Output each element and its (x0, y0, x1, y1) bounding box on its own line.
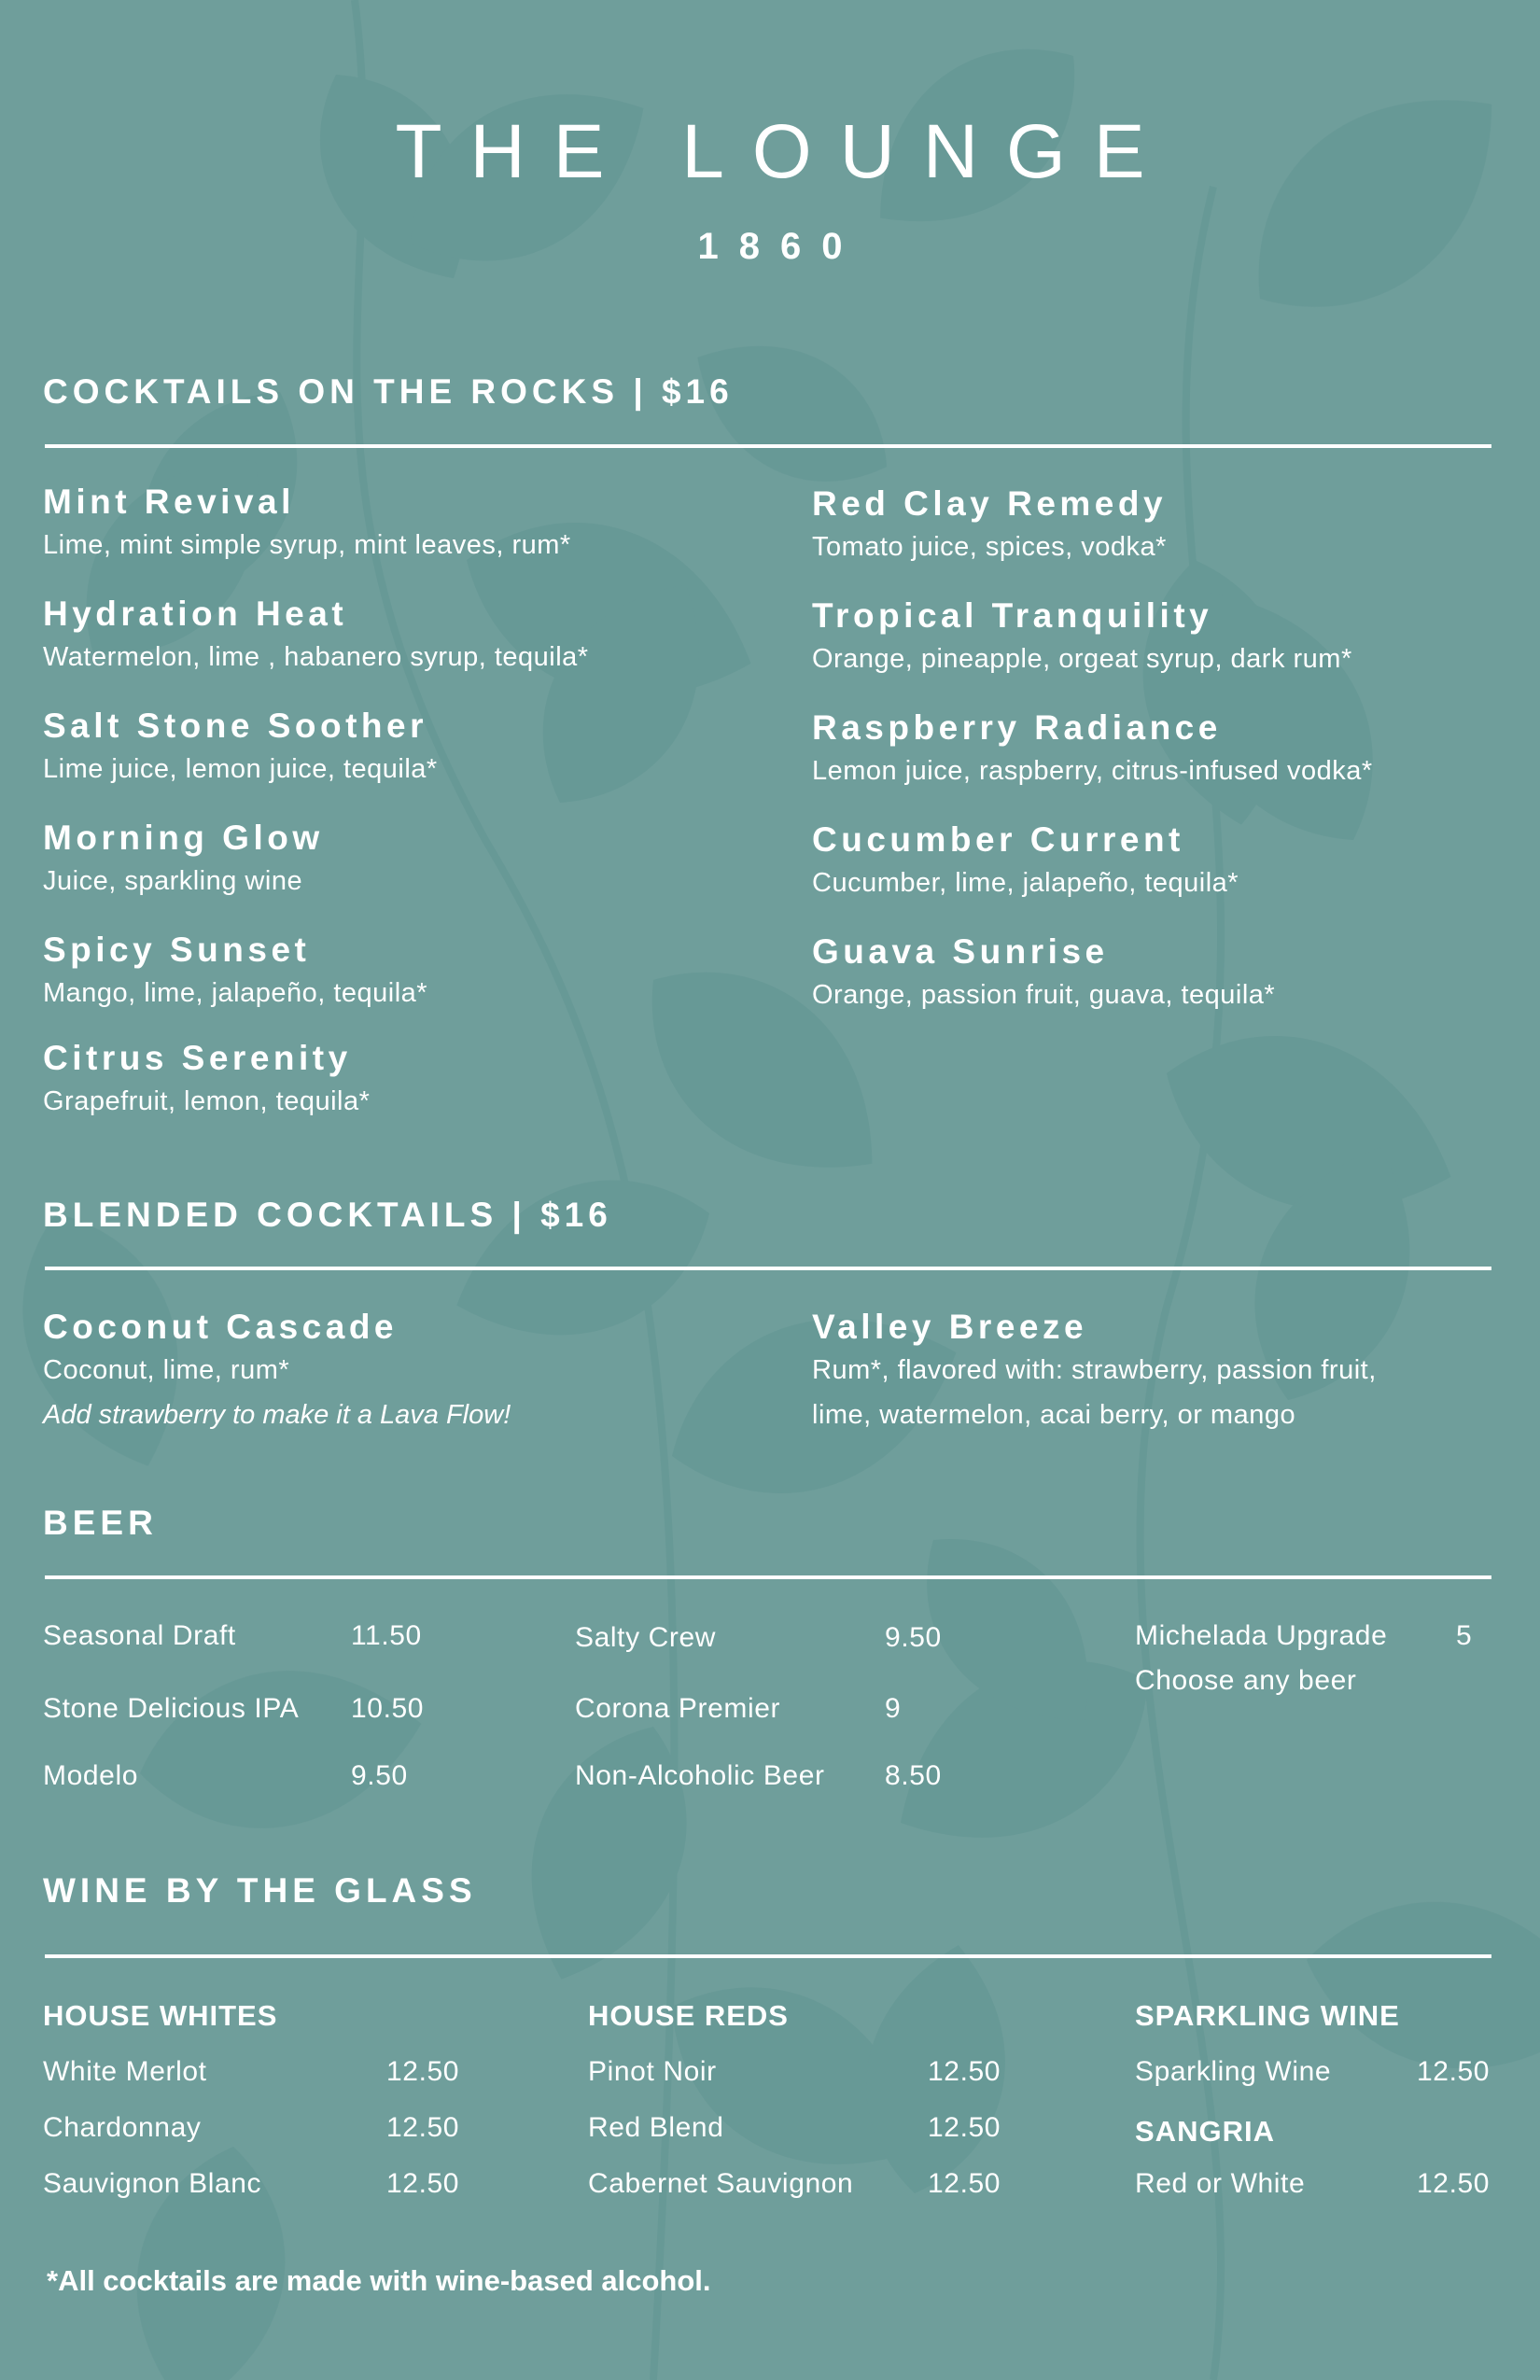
wine-name: White Merlot (43, 2056, 207, 2087)
venue-title: THE LOUNGE (395, 109, 1173, 194)
cocktail-name: Hydration Heat (43, 595, 348, 633)
alcohol-footnote: *All cocktails are made with wine-based alcohol. (47, 2264, 711, 2297)
cocktail-item (812, 707, 1540, 793)
wine-name: Sauvignon Blanc (43, 2168, 262, 2199)
cocktail-name: Salt Stone Soother (43, 707, 427, 745)
cocktail-name: Tropical Tranquility (812, 596, 1213, 635)
section-divider (45, 1267, 1491, 1270)
cocktail-name: Mint Revival (43, 483, 295, 521)
wine-price: 12.50 (1417, 2168, 1491, 2199)
wine-price: 12.50 (386, 2168, 460, 2199)
cocktail-description: Juice, sparkling wine (43, 866, 303, 896)
cocktail-description: Mango, lime, jalapeño, tequila* (43, 978, 428, 1008)
beer-price: 8.50 (885, 1760, 942, 1791)
cocktail-name: Red Clay Remedy (812, 484, 1168, 523)
wine-name: Pinot Noir (588, 2056, 717, 2087)
beer-price: 10.50 (351, 1693, 425, 1724)
blended-item (812, 1307, 1540, 1437)
wine-price: 12.50 (928, 2056, 1001, 2087)
wine-price: 12.50 (928, 2112, 1001, 2143)
cocktail-description: Orange, pineapple, orgeat syrup, dark rum* (812, 644, 1352, 674)
wine-name: Cabernet Sauvignon (588, 2168, 854, 2199)
cocktail-item (43, 482, 771, 567)
section-divider (45, 1575, 1491, 1579)
cocktail-description: Lime juice, lemon juice, tequila* (43, 754, 438, 784)
wine-subheading-reds: HOUSE REDS (588, 1999, 789, 2032)
beer-price: 9 (885, 1693, 902, 1724)
section-heading-cocktails-rocks: COCKTAILS ON THE ROCKS | $16 (43, 372, 734, 411)
beer-name: Non-Alcoholic Beer (575, 1760, 825, 1791)
cocktail-item (812, 931, 1540, 1017)
cocktail-item (812, 819, 1540, 905)
wine-subheading-whites: HOUSE WHITES (43, 1999, 278, 2032)
cocktail-name: Cucumber Current (812, 820, 1184, 859)
cocktail-name: Citrus Serenity (43, 1039, 352, 1077)
wine-subheading-sangria: SANGRIA (1135, 2115, 1275, 2148)
wine-price: 12.50 (928, 2168, 1001, 2199)
section-heading-wine: WINE BY THE GLASS (43, 1871, 477, 1910)
wine-name: Red Blend (588, 2112, 724, 2143)
beer-name: Corona Premier (575, 1693, 781, 1724)
cocktail-name: Coconut Cascade (43, 1308, 399, 1346)
section-heading-blended: BLENDED COCKTAILS | $16 (43, 1196, 612, 1234)
cocktail-description: Orange, passion fruit, guava, tequila* (812, 980, 1276, 1010)
cocktail-item (812, 483, 1540, 569)
beer-price: 9.50 (351, 1760, 408, 1791)
wine-name: Red or White (1135, 2168, 1306, 2199)
venue-year: 1860 (697, 226, 863, 267)
wine-name: Sparkling Wine (1135, 2056, 1332, 2087)
cocktail-note: Add strawberry to make it a Lava Flow! (43, 1400, 511, 1430)
beer-price: 9.50 (885, 1622, 942, 1653)
cocktail-description: Lime, mint simple syrup, mint leaves, rum* (43, 530, 571, 560)
wine-subheading-sparkling: SPARKLING WINE (1135, 1999, 1400, 2032)
cocktail-description: Coconut, lime, rum* (43, 1355, 290, 1385)
cocktail-name: Guava Sunrise (812, 932, 1109, 971)
cocktail-description: Grapefruit, lemon, tequila* (43, 1086, 371, 1116)
cocktail-name: Valley Breeze (812, 1308, 1088, 1346)
cocktail-name: Raspberry Radiance (812, 708, 1222, 747)
beer-name: Seasonal Draft (43, 1620, 236, 1651)
cocktail-name: Morning Glow (43, 819, 324, 857)
cocktail-description: lime, watermelon, acai berry, or mango (812, 1400, 1296, 1430)
wine-name: Chardonnay (43, 2112, 202, 2143)
section-divider (45, 444, 1491, 448)
michelada-upgrade-name: Michelada Upgrade (1135, 1620, 1388, 1651)
cocktail-name: Spicy Sunset (43, 931, 311, 969)
cocktail-description: Rum*, flavored with: strawberry, passion fruit, (812, 1355, 1377, 1385)
beer-name: Modelo (43, 1760, 138, 1791)
cocktail-item (43, 1038, 771, 1124)
beer-name: Stone Delicious IPA (43, 1693, 300, 1724)
cocktail-item (43, 706, 771, 791)
cocktail-item (812, 595, 1540, 681)
section-heading-beer: BEER (43, 1504, 158, 1542)
cocktail-description: Tomato juice, spices, vodka* (812, 532, 1167, 562)
wine-price: 12.50 (1417, 2056, 1491, 2087)
cocktail-description: Cucumber, lime, jalapeño, tequila* (812, 868, 1239, 898)
cocktail-item (43, 594, 771, 679)
cocktail-item (43, 818, 771, 903)
michelada-upgrade-note: Choose any beer (1135, 1665, 1357, 1696)
wine-price: 12.50 (386, 2056, 460, 2087)
beer-name: Salty Crew (575, 1622, 717, 1653)
michelada-upgrade-price: 5 (1456, 1620, 1473, 1651)
cocktail-description: Lemon juice, raspberry, citrus-infused vodka* (812, 756, 1373, 786)
cocktail-item (43, 930, 771, 1015)
cocktail-description: Watermelon, lime , habanero syrup, tequila* (43, 642, 589, 672)
beer-price: 11.50 (351, 1620, 422, 1651)
section-divider (45, 1954, 1491, 1958)
wine-price: 12.50 (386, 2112, 460, 2143)
blended-item (43, 1307, 771, 1437)
